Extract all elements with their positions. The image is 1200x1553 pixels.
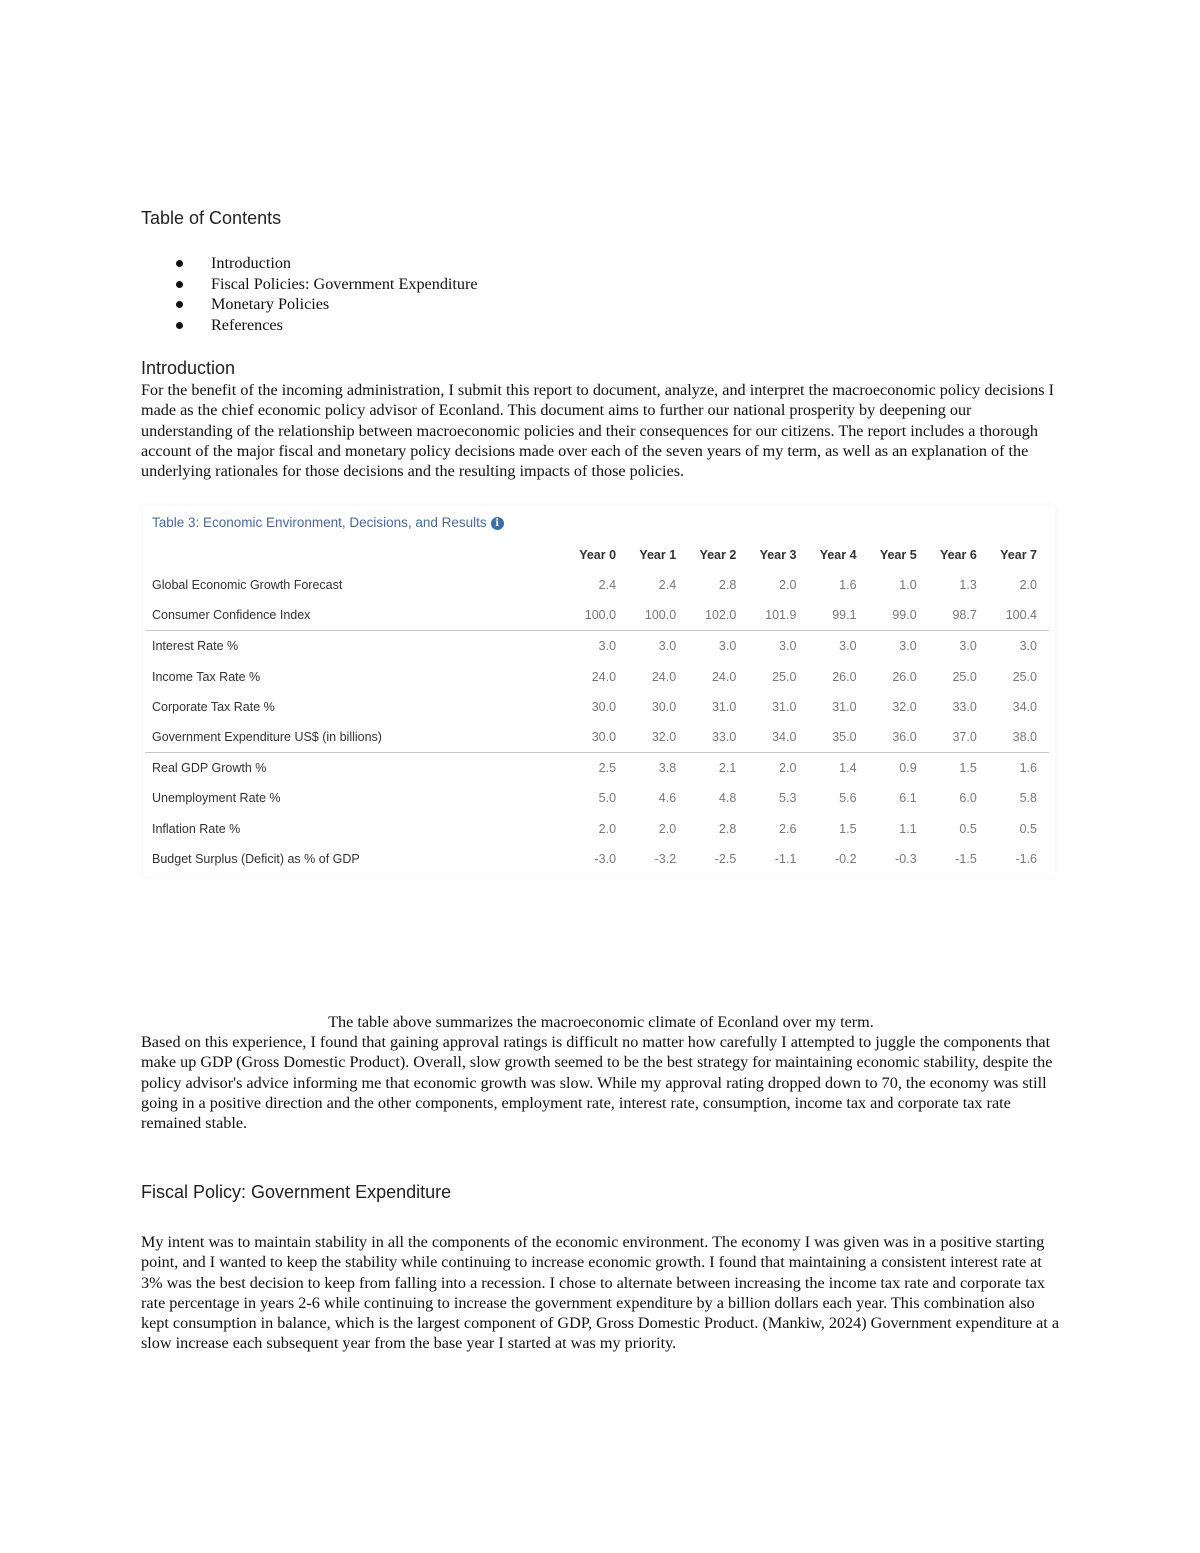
table-cell: -1.1 bbox=[774, 851, 797, 866]
column-header: Year 3 bbox=[759, 548, 797, 562]
table-cell: 1.5 bbox=[929, 753, 989, 784]
table-cell: 3.0 bbox=[989, 631, 1049, 662]
table-cell: 1.6 bbox=[989, 753, 1049, 784]
row-label: Government Expenditure US$ (in billions) bbox=[152, 730, 382, 745]
table-cell: 4.6 bbox=[658, 791, 677, 806]
column-header: Year 1 bbox=[639, 548, 677, 562]
column-header: Year 7 bbox=[1000, 548, 1037, 562]
table-cell: 2.0 bbox=[779, 578, 797, 593]
table-cell: 2.8 bbox=[718, 578, 737, 593]
table-cell: 2.8 bbox=[718, 821, 737, 836]
info-icon[interactable]: i bbox=[491, 517, 504, 530]
table-cell: 5.0 bbox=[598, 791, 617, 806]
table-cell: 33.0 bbox=[952, 699, 977, 714]
table-cell: 0.9 bbox=[869, 753, 929, 784]
bullet-icon bbox=[176, 260, 183, 267]
table-cell: 5.8 bbox=[1019, 791, 1037, 806]
table-cell: 3.0 bbox=[748, 631, 808, 662]
table-cell: 1.1 bbox=[899, 821, 917, 836]
table-row bbox=[145, 844, 1049, 874]
economic-table bbox=[145, 540, 1049, 874]
toc-item-fiscal[interactable] bbox=[141, 274, 478, 295]
table-cell: 32.0 bbox=[892, 699, 917, 714]
table-row bbox=[145, 783, 1049, 813]
table-cell: 35.0 bbox=[832, 730, 857, 745]
table-header-row bbox=[145, 540, 1049, 570]
row-label: Consumer Confidence Index bbox=[152, 608, 311, 623]
table-cell: 34.0 bbox=[1012, 699, 1037, 714]
table-cell: 2.4 bbox=[598, 578, 617, 593]
table-cell: 30.0 bbox=[651, 699, 677, 714]
table-cell: 5.3 bbox=[779, 791, 797, 806]
fiscal-paragraph: My intent was to maintain stability in all the components of the economic environment. The economy I was given was in a positive starting point, and I wanted to keep the stability while continuing to increase economic growth. I found that maintaining a consistent interest rate at 3% was the best decision to keep from falling into a recession. I chose to alternate between increasing the income tax rate and corporate tax rate percentage in years 2-6 while continuing to increase the government expenditure by a billion dollars each year. This combination also kept consumption in balance, which is the largest component of GDP, Gross Domestic Product. (Mankiw, 2024) Government expenditure at a slow increase each subsequent year from the base year I started at was my priority. bbox=[141, 1233, 1059, 1353]
table-row bbox=[145, 662, 1049, 692]
toc-heading: Table of Contents bbox=[141, 208, 282, 228]
column-header: Year 6 bbox=[939, 548, 977, 562]
bullet-icon bbox=[176, 301, 183, 308]
toc-item-label: References bbox=[211, 316, 283, 335]
table-cell: 24.0 bbox=[711, 669, 737, 684]
table-cell: 25.0 bbox=[772, 669, 797, 684]
table-cell: 100.0 bbox=[644, 608, 677, 623]
table-cell: -3.2 bbox=[654, 851, 677, 866]
table-cell: 3.0 bbox=[869, 631, 929, 662]
table-cell: 2.0 bbox=[1019, 578, 1037, 593]
column-header: Year 0 bbox=[579, 548, 617, 562]
table-cell: 2.6 bbox=[779, 821, 797, 836]
table-cell: -2.5 bbox=[714, 851, 737, 866]
table-cell: 3.0 bbox=[568, 631, 628, 662]
table-row bbox=[145, 692, 1049, 722]
toc-item-references[interactable] bbox=[141, 315, 478, 336]
table-cell: 30.0 bbox=[591, 730, 617, 745]
table-cell: 98.7 bbox=[952, 608, 977, 623]
economic-table-figure bbox=[143, 505, 1055, 877]
table-row bbox=[145, 722, 1049, 753]
bullet-icon bbox=[176, 281, 183, 288]
fiscal-heading: Fiscal Policy: Government Expenditure bbox=[141, 1182, 452, 1202]
table-cell: 102.0 bbox=[705, 608, 737, 623]
introduction-heading: Introduction bbox=[141, 358, 236, 378]
toc-list bbox=[141, 253, 478, 336]
row-label: Inflation Rate % bbox=[152, 821, 241, 836]
table-cell: 37.0 bbox=[952, 730, 977, 745]
toc-item-label: Introduction bbox=[211, 254, 292, 272]
table-cell: 34.0 bbox=[772, 730, 797, 745]
table-row bbox=[145, 753, 1049, 784]
table-row bbox=[145, 631, 1049, 662]
table-cell: 6.0 bbox=[959, 791, 977, 806]
table-cell: 0.5 bbox=[959, 821, 977, 836]
table-cell: 2.1 bbox=[688, 753, 748, 784]
table-row bbox=[145, 814, 1049, 844]
table-cell: 2.0 bbox=[598, 821, 617, 836]
table-cell: 3.0 bbox=[808, 631, 868, 662]
toc-item-introduction[interactable] bbox=[141, 253, 478, 274]
table-cell: 99.1 bbox=[832, 608, 857, 623]
column-header: Year 5 bbox=[879, 548, 917, 562]
table-cell: 30.0 bbox=[591, 699, 617, 714]
column-header: Year 2 bbox=[699, 548, 737, 562]
table-caption: The table above summarizes the macroeconomic climate of Econland over my term. bbox=[328, 1013, 874, 1031]
table-cell: 100.4 bbox=[1005, 608, 1037, 623]
table-cell: 2.0 bbox=[748, 753, 808, 784]
table-cell: 3.0 bbox=[688, 631, 748, 662]
table-cell: -3.0 bbox=[594, 851, 617, 866]
table-cell: 26.0 bbox=[832, 669, 857, 684]
table-cell: 4.8 bbox=[718, 791, 737, 806]
table-body bbox=[145, 570, 1049, 874]
table-cell: 31.0 bbox=[832, 699, 857, 714]
table-cell: 24.0 bbox=[651, 669, 677, 684]
table-header-blank bbox=[145, 540, 568, 570]
table-cell: 33.0 bbox=[711, 730, 737, 745]
table-cell: 101.9 bbox=[765, 608, 797, 623]
table-title-text: Table 3: Economic Environment, Decisions, and Results bbox=[152, 515, 487, 530]
row-label: Unemployment Rate % bbox=[152, 791, 281, 806]
table-cell: 25.0 bbox=[1012, 669, 1037, 684]
table-cell: -0.3 bbox=[895, 851, 917, 866]
toc-item-label: Fiscal Policies: Government Expenditure bbox=[211, 274, 478, 293]
table-cell: 36.0 bbox=[892, 730, 917, 745]
table-cell: 3.0 bbox=[929, 631, 989, 662]
table-row bbox=[145, 570, 1049, 600]
table-cell: 31.0 bbox=[772, 699, 797, 714]
toc-item-monetary[interactable] bbox=[141, 294, 478, 315]
table-cell: 2.0 bbox=[658, 821, 677, 836]
column-header: Year 4 bbox=[819, 548, 857, 562]
table-cell: 24.0 bbox=[591, 669, 617, 684]
row-label: Budget Surplus (Deficit) as % of GDP bbox=[152, 851, 360, 866]
row-label: Global Economic Growth Forecast bbox=[152, 578, 343, 593]
summary-paragraph: Based on this experience, I found that gaining approval ratings is difficult no matter how carefully I attempted to juggle the components that make up GDP (Gross Domestic Product). Overall, slow growth seemed to be the best strategy for maintaining economic stability, despite the policy advisor's advice informing me that economic growth was slow. While my approval rating dropped down to 70, the economy was still going in a positive direction and the other components, employment rate, interest rate, consumption, income tax and corporate tax rate remained stable. bbox=[141, 1033, 1053, 1133]
table-cell: 32.0 bbox=[651, 730, 677, 745]
table-cell: 25.0 bbox=[952, 669, 977, 684]
table-cell: 100.0 bbox=[584, 608, 617, 623]
table-cell: 99.0 bbox=[892, 608, 917, 623]
row-label: Interest Rate % bbox=[145, 631, 568, 662]
row-label: Income Tax Rate % bbox=[152, 669, 261, 684]
table-cell: 0.5 bbox=[1019, 821, 1037, 836]
table-cell: -0.2 bbox=[835, 851, 857, 866]
toc-item-label: Monetary Policies bbox=[211, 295, 330, 314]
table-cell: 1.6 bbox=[839, 578, 857, 593]
table-cell: 2.5 bbox=[568, 753, 628, 784]
table-cell: 5.6 bbox=[839, 791, 857, 806]
bullet-icon bbox=[176, 322, 183, 329]
table-cell: 1.3 bbox=[959, 578, 977, 593]
table-cell: 1.5 bbox=[839, 821, 857, 836]
table-cell: 3.8 bbox=[628, 753, 688, 784]
table-cell: 1.0 bbox=[899, 578, 917, 593]
table-cell: 6.1 bbox=[899, 791, 917, 806]
table-title bbox=[152, 515, 504, 530]
table-cell: 3.0 bbox=[628, 631, 688, 662]
table-cell: 31.0 bbox=[711, 699, 737, 714]
table-cell: -1.6 bbox=[1015, 851, 1037, 866]
row-label: Real GDP Growth % bbox=[145, 753, 568, 784]
table-cell: 1.4 bbox=[808, 753, 868, 784]
table-cell: -1.5 bbox=[955, 851, 977, 866]
row-label: Corporate Tax Rate % bbox=[152, 699, 275, 714]
table-cell: 26.0 bbox=[892, 669, 917, 684]
introduction-paragraph: For the benefit of the incoming administration, I submit this report to document, analyze, and interpret the macroeconomic policy decisions I made as the chief economic policy advisor of Econland. This document aims to further our national prosperity by deepening our understanding of the relationship between macroeconomic policies and their consequences for our citizens. The report includes a thorough account of the major fiscal and monetary policy decisions made over each of the seven years of my term, as well as an explanation of the underlying rationales for those decisions and the resulting impacts of those policies. bbox=[141, 381, 1054, 481]
table-row bbox=[145, 600, 1049, 631]
table-cell: 2.4 bbox=[658, 578, 677, 593]
table-cell: 38.0 bbox=[1012, 730, 1037, 745]
